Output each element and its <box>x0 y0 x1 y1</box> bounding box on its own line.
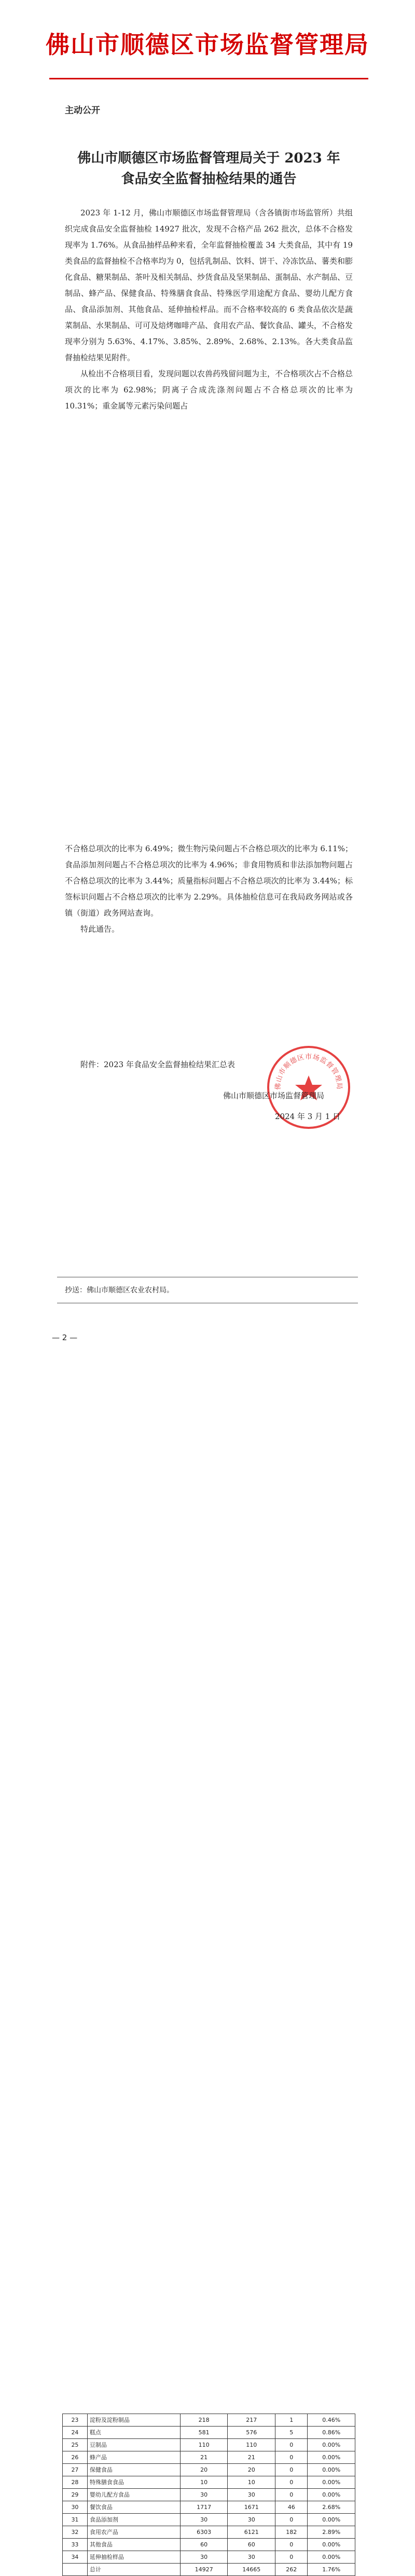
body-text-page-2 <box>65 841 353 937</box>
cell-passed: 576 <box>228 2427 275 2439</box>
cell-category: 淀粉及淀粉制品 <box>87 2414 180 2427</box>
body-paragraph-2: 从检出不合格项目看，发现问题以农兽药残留问题为主，不合格项次占不合格总项次的比率为 62.98%；阴离子合成洗涤剂问题占不合格总项次的比率为 10.31%；重金属等元素污染问题占 <box>65 369 353 411</box>
cell-failed: 0 <box>275 2439 308 2451</box>
table-row <box>63 2476 355 2489</box>
cell-sampled: 30 <box>180 2489 228 2501</box>
page-1 <box>0 0 415 753</box>
cell-fail-rate: 0.00% <box>308 2489 355 2501</box>
cell-fail-rate: 0.00% <box>308 2514 355 2526</box>
body-paragraph-1: 2023 年 1-12 月，佛山市顺德区市场监督管理局（含各镇街市场监管所）共组织完成食品安全监督抽检 14927 批次，发现不合格产品 262 批次，总体不合格发现率为 1.76%。从食品抽样品种来看，全年监督抽检覆盖 34 大类食品，其中有 19 类食品的监督抽检不合格率均为 0，包括乳制品、饮料、饼干、冷冻饮品、薯类和膨化食品、糖果制品、茶叶及相关制品、炒货食品及坚果制品、蛋制品、水产制品、豆制品、蜂产品、保健食品、特殊膳食食品、特殊医学用途配方食品、婴幼儿配方食品、食品添加剂、其他食品、延伸抽检样品。而不合格率较高的 6 类食品依次是蔬菜制品、水果制品、可可及焙烤咖啡产品、食用农产品、餐饮食品、罐头，不合格发现率分别为 5.63%、4.17%、3.85%、2.89%、2.68%、2.13%。各大类食品监督抽检结果见附件。 <box>65 208 353 362</box>
cell-failed: 262 <box>275 2564 308 2576</box>
cell-index: 25 <box>63 2439 88 2451</box>
cell-sampled: 60 <box>180 2539 228 2551</box>
cell-passed: 30 <box>228 2489 275 2501</box>
table-row <box>63 2427 355 2439</box>
cell-index: 33 <box>63 2539 88 2551</box>
cell-failed: 0 <box>275 2464 308 2476</box>
cell-category: 延伸抽检样品 <box>87 2551 180 2564</box>
cell-sampled: 6303 <box>180 2526 228 2539</box>
cell-index: 32 <box>63 2526 88 2539</box>
table-row <box>63 2414 355 2427</box>
disclosure-label: 主动公开 <box>65 105 100 116</box>
cell-category: 特殊膳食食品 <box>87 2476 180 2489</box>
cell-sampled: 30 <box>180 2514 228 2526</box>
cell-category: 婴幼儿配方食品 <box>87 2489 180 2501</box>
cell-index: 30 <box>63 2501 88 2514</box>
cell-passed: 110 <box>228 2439 275 2451</box>
page-2 <box>0 753 415 1562</box>
summary-table-continued <box>62 2414 355 2576</box>
cell-category: 食品添加剂 <box>87 2514 180 2526</box>
cell-failed: 182 <box>275 2526 308 2539</box>
page-number: — 2 — <box>52 1333 78 1342</box>
cell-passed: 14665 <box>228 2564 275 2576</box>
cell-sampled: 218 <box>180 2414 228 2427</box>
cell-sampled: 20 <box>180 2464 228 2476</box>
cell-passed: 6121 <box>228 2526 275 2539</box>
cell-fail-rate: 1.76% <box>308 2564 355 2576</box>
cell-fail-rate: 0.46% <box>308 2414 355 2427</box>
cell-fail-rate: 0.00% <box>308 2464 355 2476</box>
body-paragraph-3: 不合格总项次的比率为 6.49%；微生物污染问题占不合格总项次的比率为 6.11%；食品添加剂问题占不合格总项次的比率为 4.96%；非食用物质和非法添加物问题占不合格总项次的比率为 3.44%；质量指标问题占不合格总项次的比率为 3.44%；标签标识问题占不合格总项次的比率为 2.29%。具体抽检信息可在我局政务网站或各镇（街道）政务网站查询。 <box>65 844 353 918</box>
signature-organization: 佛山市顺德区市场监督管理局 <box>223 1091 325 1100</box>
cell-passed: 217 <box>228 2414 275 2427</box>
cell-failed: 46 <box>275 2501 308 2514</box>
cell-fail-rate: 2.89% <box>308 2526 355 2539</box>
cell-category: 总计 <box>87 2564 180 2576</box>
table-row <box>63 2464 355 2476</box>
page-4 <box>0 1562 415 2573</box>
cell-passed: 21 <box>228 2451 275 2464</box>
cell-passed: 10 <box>228 2476 275 2489</box>
document-header: 佛山市顺德区市场监督管理局 <box>46 31 369 59</box>
header-divider <box>49 78 368 79</box>
cell-category: 糕点 <box>87 2427 180 2439</box>
cell-sampled: 1717 <box>180 2501 228 2514</box>
title-line-1: 佛山市顺德区市场监督管理局关于 2023 年 <box>77 151 340 166</box>
cell-fail-rate: 0.00% <box>308 2476 355 2489</box>
table-row <box>63 2489 355 2501</box>
cell-sampled: 581 <box>180 2427 228 2439</box>
document-title <box>49 148 368 189</box>
attachment-reference: 附件：2023 年食品安全监督抽检结果汇总表 <box>80 1060 235 1069</box>
cell-fail-rate: 0.86% <box>308 2427 355 2439</box>
cell-index: 28 <box>63 2476 88 2489</box>
table-body-part-2 <box>63 2414 355 2576</box>
cell-sampled: 14927 <box>180 2564 228 2576</box>
cell-failed: 0 <box>275 2476 308 2489</box>
cell-index: 24 <box>63 2427 88 2439</box>
cell-index: 29 <box>63 2489 88 2501</box>
cell-category: 食用农产品 <box>87 2526 180 2539</box>
cell-passed: 30 <box>228 2514 275 2526</box>
table-row <box>63 2551 355 2564</box>
cell-index: 31 <box>63 2514 88 2526</box>
cell-fail-rate: 0.00% <box>308 2539 355 2551</box>
cell-index: 34 <box>63 2551 88 2564</box>
cell-sampled: 10 <box>180 2476 228 2489</box>
cell-passed: 60 <box>228 2539 275 2551</box>
cc-recipients: 抄送：佛山市顺德区农业农村局。 <box>65 1286 174 1294</box>
cell-failed: 0 <box>275 2551 308 2564</box>
table-row <box>63 2539 355 2551</box>
cell-fail-rate: 0.00% <box>308 2439 355 2451</box>
cell-index <box>63 2564 88 2576</box>
cell-category: 餐饮食品 <box>87 2501 180 2514</box>
cell-failed: 0 <box>275 2451 308 2464</box>
cell-failed: 1 <box>275 2414 308 2427</box>
cell-fail-rate: 2.68% <box>308 2501 355 2514</box>
body-paragraph-4: 特此通告。 <box>80 924 120 934</box>
cell-category: 其他食品 <box>87 2539 180 2551</box>
cell-category: 保健食品 <box>87 2464 180 2476</box>
cell-failed: 0 <box>275 2539 308 2551</box>
cell-passed: 1671 <box>228 2501 275 2514</box>
cell-index: 23 <box>63 2414 88 2427</box>
cell-sampled: 30 <box>180 2551 228 2564</box>
cell-index: 27 <box>63 2464 88 2476</box>
cell-index: 26 <box>63 2451 88 2464</box>
title-line-2: 食品安全监督抽检结果的通告 <box>121 171 297 187</box>
cell-failed: 0 <box>275 2489 308 2501</box>
cell-fail-rate: 0.00% <box>308 2451 355 2464</box>
body-text-page-1 <box>65 205 353 414</box>
cell-category: 豆制品 <box>87 2439 180 2451</box>
cell-sampled: 21 <box>180 2451 228 2464</box>
table-row <box>63 2564 355 2576</box>
signature-date: 2024 年 3 月 1 日 <box>275 1112 341 1121</box>
table-row <box>63 2514 355 2526</box>
cell-sampled: 110 <box>180 2439 228 2451</box>
table-row <box>63 2439 355 2451</box>
cell-passed: 30 <box>228 2551 275 2564</box>
cell-passed: 20 <box>228 2464 275 2476</box>
table-row <box>63 2451 355 2464</box>
cell-fail-rate: 0.00% <box>308 2551 355 2564</box>
cell-failed: 5 <box>275 2427 308 2439</box>
cell-category: 蜂产品 <box>87 2451 180 2464</box>
table-row <box>63 2501 355 2514</box>
seal-text: 佛山市顺德区市场监督管理局 <box>274 1053 343 1091</box>
cell-failed: 0 <box>275 2514 308 2526</box>
table-row <box>63 2526 355 2539</box>
